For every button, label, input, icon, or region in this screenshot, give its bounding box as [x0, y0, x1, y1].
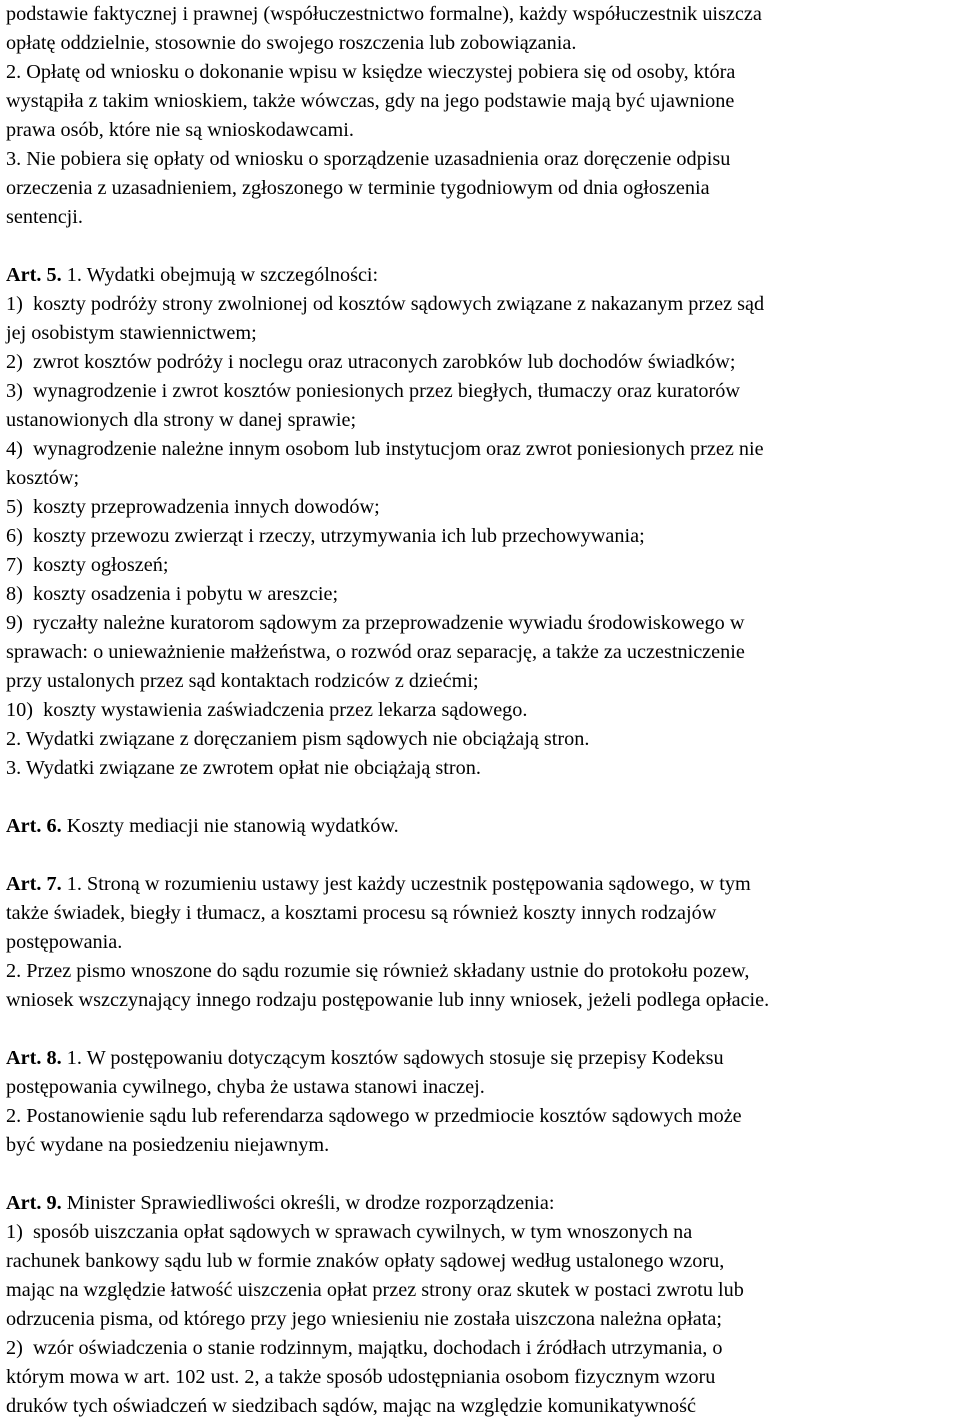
- text-line: [6, 1044, 954, 1073]
- line-text: postępowania cywilnego, chyba że ustawa stanowi inaczej.: [6, 1076, 485, 1098]
- line-text: 2) wzór oświadczenia o stanie rodzinnym, majątku, dochodach i źródłach utrzymania, o: [6, 1337, 723, 1359]
- line-text: którym mowa w art. 102 ust. 2, a także sposób udostępniania osobom fizycznym wzoru: [6, 1366, 716, 1388]
- line-text: przy ustalonych przez sąd kontaktach rodziców z dziećmi;: [6, 670, 479, 692]
- line-text: druków tych oświadczeń w siedzibach sądów, mając na względzie komunikatywność: [6, 1395, 696, 1417]
- text-line: [6, 145, 954, 174]
- line-text: opłatę oddzielnie, stosownie do swojego roszczenia lub zobowiązania.: [6, 32, 577, 54]
- text-line: [6, 725, 954, 754]
- text-line: [6, 1189, 954, 1218]
- line-text: 9) ryczałty należne kuratorom sądowym za przeprowadzenie wywiadu środowiskowego w: [6, 612, 745, 634]
- text-line: [6, 551, 954, 580]
- line-text: 6) koszty przewozu zwierząt i rzeczy, utrzymywania ich lub przechowywania;: [6, 525, 645, 547]
- text-line: [6, 1131, 954, 1160]
- line-text: być wydane na posiedzeniu niejawnym.: [6, 1134, 330, 1156]
- line-text: orzeczenia z uzasadnieniem, zgłoszonego w terminie tygodniowym od dnia ogłoszenia: [6, 177, 710, 199]
- line-text: 2. Opłatę od wniosku o dokonanie wpisu w księdze wieczystej pobiera się od osoby, która: [6, 61, 736, 83]
- text-line: [6, 667, 954, 696]
- line-text: kosztów;: [6, 467, 80, 489]
- text-line: [6, 348, 954, 377]
- text-line: [6, 870, 954, 899]
- document-page: [6, 0, 956, 1421]
- text-line: [6, 0, 954, 29]
- text-line: [6, 464, 954, 493]
- text-line: [6, 87, 954, 116]
- text-line: [6, 957, 954, 986]
- line-text: 5) koszty przeprowadzenia innych dowodów;: [6, 496, 380, 518]
- line-text: sprawach: o unieważnienie małżeństwa, o rozwód oraz separację, a także za uczestniczenie: [6, 641, 745, 663]
- article-number: Art. 8.: [6, 1047, 62, 1069]
- text-line: [6, 319, 954, 348]
- line-text: postępowania.: [6, 931, 123, 953]
- text-line: [6, 1102, 954, 1131]
- line-text: także świadek, biegły i tłumacz, a kosztami procesu są również koszty innych rodzajów: [6, 902, 717, 924]
- line-text: podstawie faktycznej i prawnej (współuczestnictwo formalne), każdy współuczestnik uiszcza: [6, 3, 762, 25]
- line-text: prawa osób, które nie są wnioskodawcami.: [6, 119, 354, 141]
- text-line: [6, 899, 954, 928]
- text-line: [6, 435, 954, 464]
- text-line: [6, 1218, 954, 1247]
- text-line: [6, 1363, 954, 1392]
- line-text: odrzucenia pisma, od którego przy jego wniesieniu nie została uiszczona należna opłata;: [6, 1308, 722, 1330]
- line-text: Koszty mediacji nie stanowią wydatków.: [61, 815, 399, 837]
- text-line: [6, 1073, 954, 1102]
- line-text: 4) wynagrodzenie należne innym osobom lub instytucjom oraz zwrot poniesionych przez nie: [6, 438, 764, 460]
- text-line: [6, 261, 954, 290]
- line-text: wniosek wszczynający innego rodzaju postępowanie lub inny wniosek, jeżeli podlega opłacie.: [6, 989, 770, 1011]
- text-line: [6, 116, 954, 145]
- text-line: [6, 58, 954, 87]
- article-number: Art. 9.: [6, 1192, 62, 1214]
- text-line: [6, 754, 954, 783]
- line-text: 10) koszty wystawienia zaświadczenia przez lekarza sądowego.: [6, 699, 528, 721]
- text-line: [6, 928, 954, 957]
- text-line: [6, 522, 954, 551]
- text-line: [6, 290, 954, 319]
- text-line: [6, 986, 954, 1015]
- text-line: [6, 638, 954, 667]
- text-line: [6, 696, 954, 725]
- text-line: [6, 1247, 954, 1276]
- line-text: 3. Nie pobiera się opłaty od wniosku o sporządzenie uzasadnienia oraz doręczenie odpisu: [6, 148, 731, 170]
- article-number: Art. 6.: [6, 815, 62, 837]
- text-line: [6, 812, 954, 841]
- line-text: 2. Postanowienie sądu lub referendarza sądowego w przedmiocie kosztów sądowych może: [6, 1105, 742, 1127]
- text-line: [6, 1334, 954, 1363]
- line-text: 3. Wydatki związane ze zwrotem opłat nie obciążają stron.: [6, 757, 481, 779]
- text-line: [6, 377, 954, 406]
- text-line: [6, 1392, 954, 1421]
- line-text: 2. Wydatki związane z doręczaniem pism sądowych nie obciążają stron.: [6, 728, 590, 750]
- article-number: Art. 7.: [6, 873, 62, 895]
- text-line: [6, 580, 954, 609]
- line-text: Minister Sprawiedliwości określi, w drodze rozporządzenia:: [61, 1192, 555, 1214]
- article-number: Art. 5.: [6, 264, 62, 286]
- line-text: 8) koszty osadzenia i pobytu w areszcie;: [6, 583, 339, 605]
- text-line: [6, 174, 954, 203]
- line-text: 1. Wydatki obejmują w szczególności:: [61, 264, 379, 286]
- line-text: 1) sposób uiszczania opłat sądowych w sprawach cywilnych, w tym wnoszonych na: [6, 1221, 693, 1243]
- text-line: [6, 29, 954, 58]
- line-text: 2. Przez pismo wnoszone do sądu rozumie się również składany ustnie do protokołu pozew,: [6, 960, 750, 982]
- line-text: jej osobistym stawiennictwem;: [6, 322, 257, 344]
- line-text: 1) koszty podróży strony zwolnionej od kosztów sądowych związane z nakazanym przez sąd: [6, 293, 765, 315]
- line-text: 7) koszty ogłoszeń;: [6, 554, 169, 576]
- line-text: sentencji.: [6, 206, 83, 228]
- line-text: 3) wynagrodzenie i zwrot kosztów poniesionych przez biegłych, tłumaczy oraz kuratorów: [6, 380, 740, 402]
- line-text: 2) zwrot kosztów podróży i noclegu oraz utraconych zarobków lub dochodów świadków;: [6, 351, 736, 373]
- text-line: [6, 1305, 954, 1334]
- text-line: [6, 493, 954, 522]
- line-text: mając na względzie łatwość uiszczenia opłat przez strony oraz skutek w postaci zwrotu lub: [6, 1279, 744, 1301]
- text-line: [6, 1276, 954, 1305]
- text-line: [6, 609, 954, 638]
- line-text: wystąpiła z takim wnioskiem, także wówczas, gdy na jego podstawie mają być ujawnione: [6, 90, 735, 112]
- line-text: 1. Stroną w rozumieniu ustawy jest każdy uczestnik postępowania sądowego, w tym: [61, 873, 751, 895]
- text-line: [6, 203, 954, 232]
- line-text: ustanowionych dla strony w danej sprawie;: [6, 409, 357, 431]
- line-text: rachunek bankowy sądu lub w formie znaków opłaty sądowej według ustalonego wzoru,: [6, 1250, 725, 1272]
- line-text: 1. W postępowaniu dotyczącym kosztów sądowych stosuje się przepisy Kodeksu: [61, 1047, 724, 1069]
- text-line: [6, 406, 954, 435]
